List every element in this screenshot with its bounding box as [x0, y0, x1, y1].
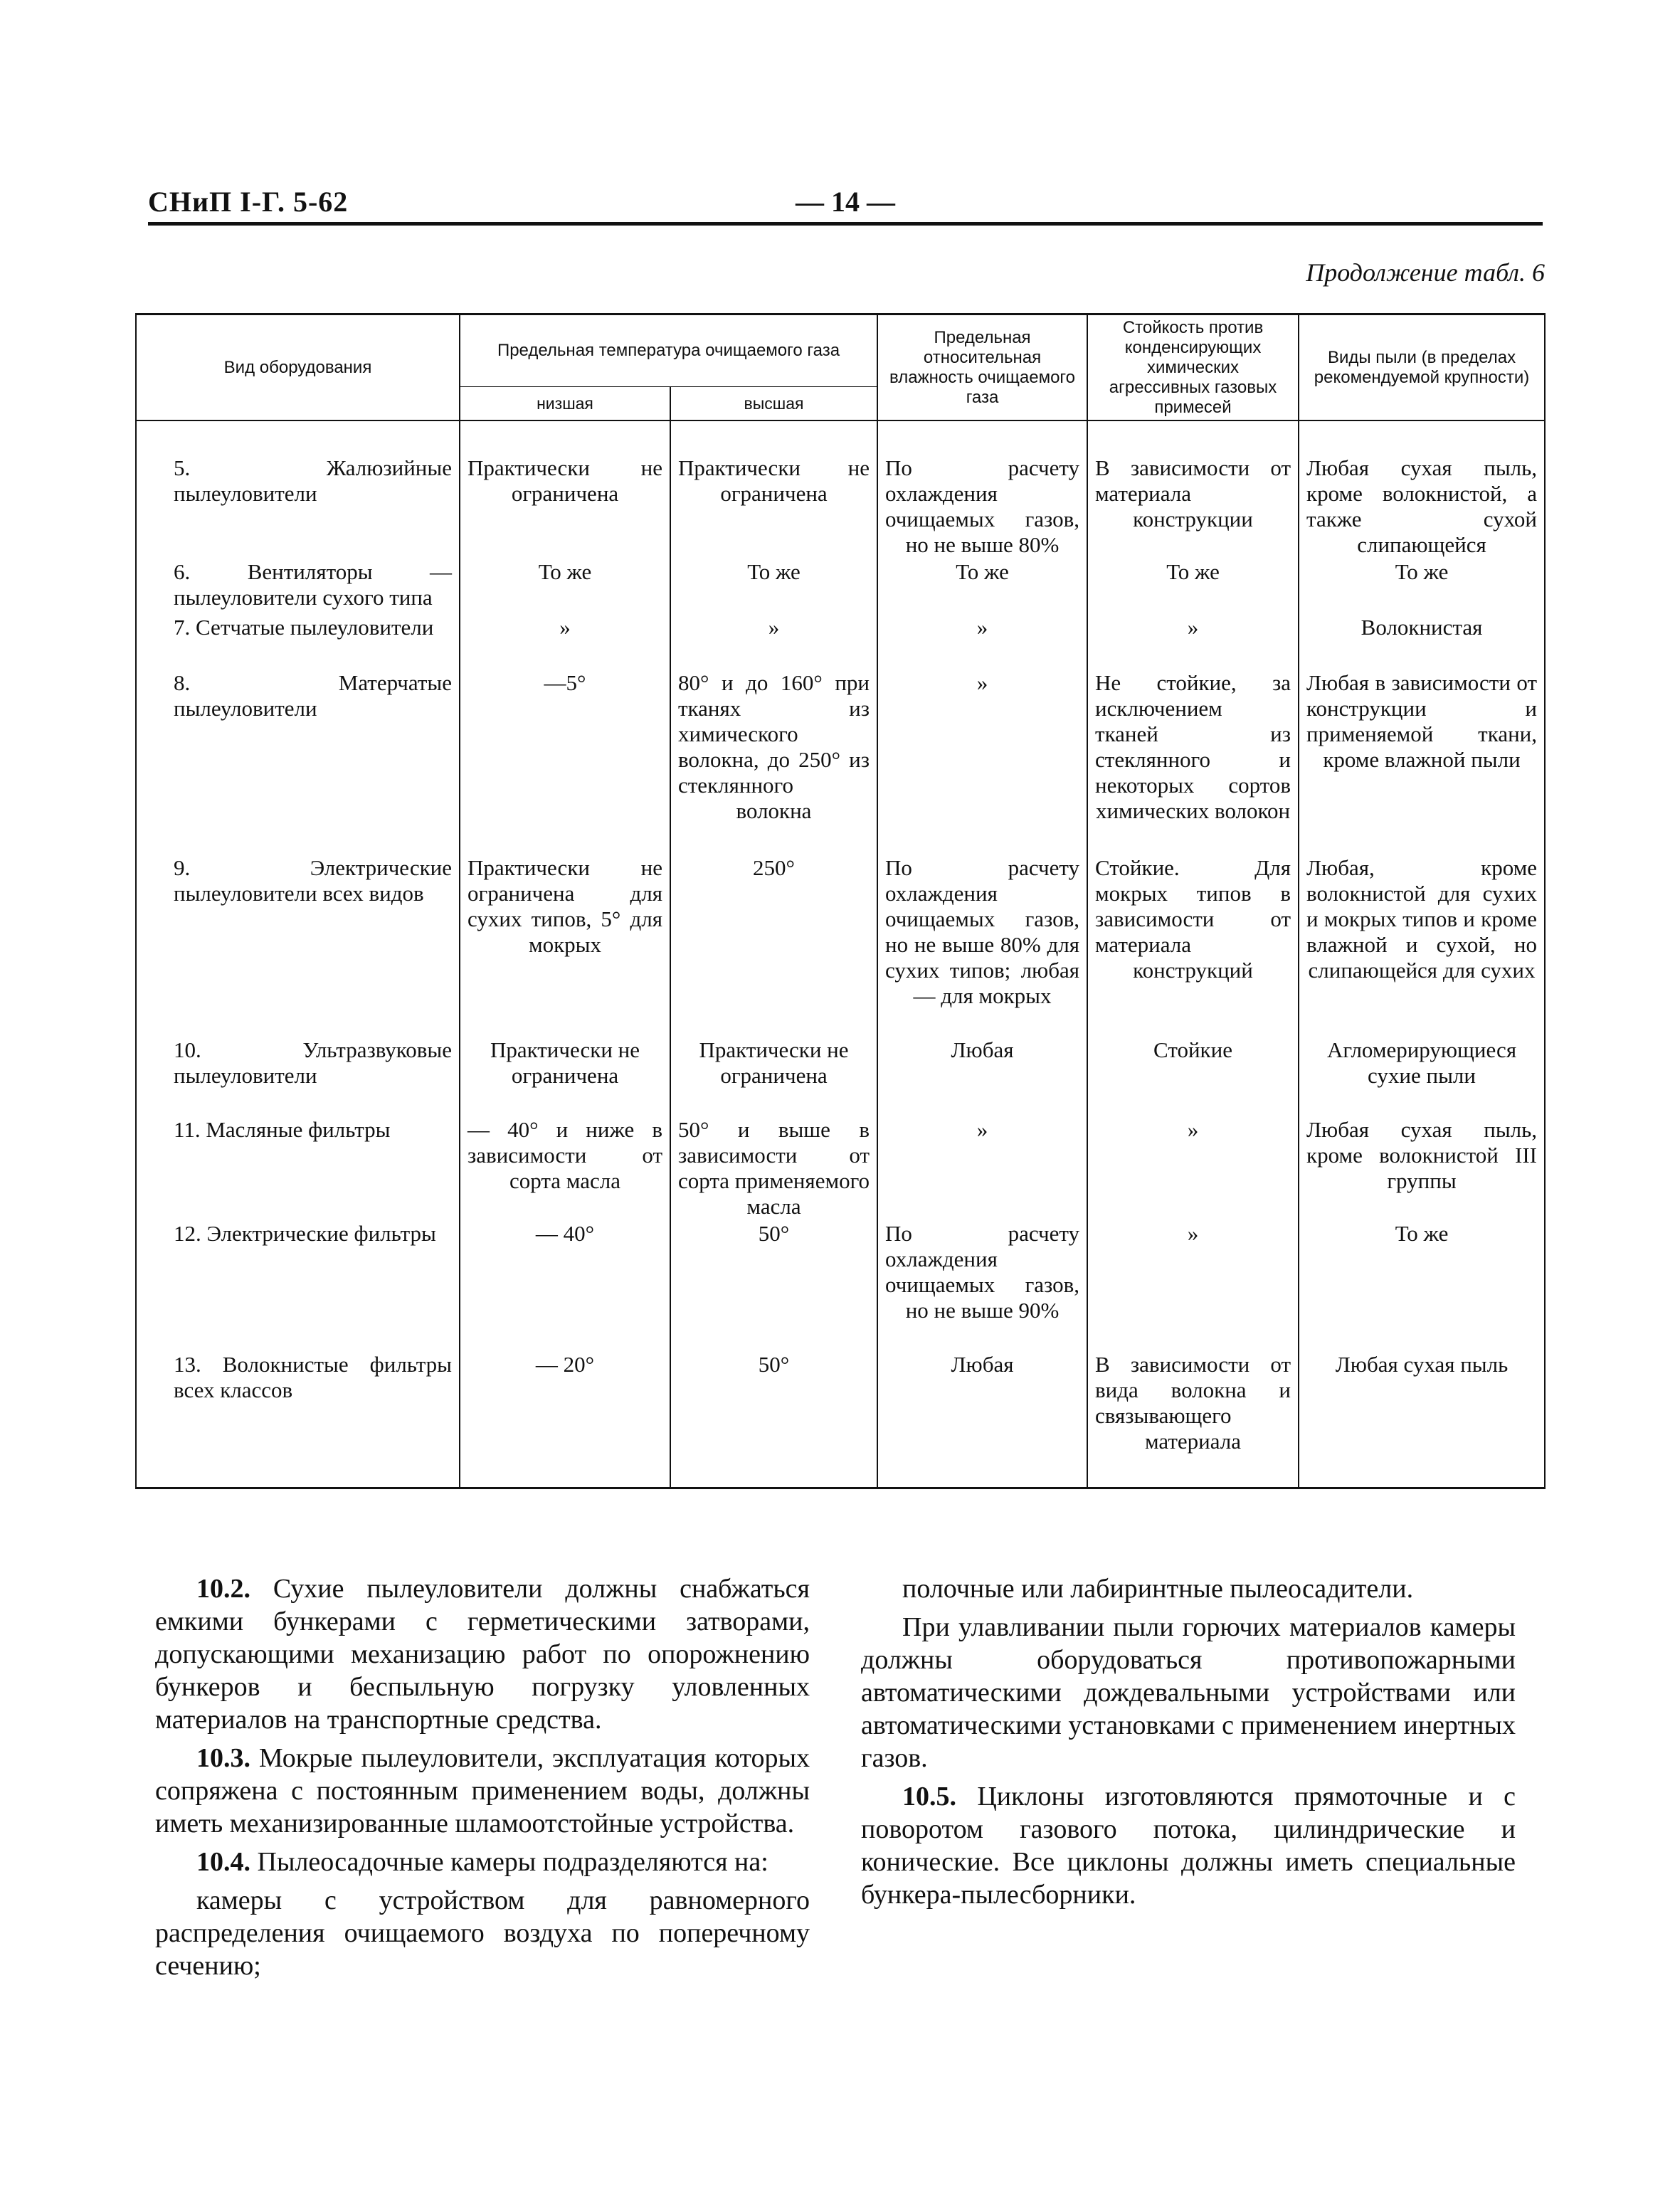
equipment-name: 12. Электрические фильтры [136, 1221, 460, 1352]
temp-high-cell: 50° [670, 1352, 877, 1488]
humidity-cell: Любая [877, 1352, 1087, 1488]
resistance-cell: В зависимости от материала конструкции [1087, 455, 1299, 559]
temp-low-cell: Практически не ограничена для сухих типов, 5° для мокрых [460, 855, 670, 1037]
paragraph-10-2 [155, 1572, 810, 1736]
header-rule [148, 222, 1543, 226]
temp-low-cell: — 40° и ниже в зависимости от сорта масла [460, 1117, 670, 1221]
resistance-cell: То же [1087, 559, 1299, 615]
temp-high-cell: Практически не ограничена [670, 455, 877, 559]
paragraph-10-4-b: полочные или лабиринтные пылеосадители. [902, 1574, 1414, 1604]
page-number: — 14 — [796, 186, 895, 218]
dust-cell: Волокнистая [1299, 615, 1545, 670]
page-header [148, 185, 1543, 228]
dust-cell: Агломерирующиеся сухие пыли [1299, 1037, 1545, 1117]
temp-low-cell: Практически не ограничена [460, 1037, 670, 1117]
equipment-name: 6. Вентиляторы — пылеуловители сухого типа [136, 559, 460, 615]
temp-high-cell: 80° и до 160° при тканях из химического волокна, до 250° из стеклянного волокна [670, 670, 877, 855]
humidity-cell: По расчету охлаждения очищаемых газов, но не выше 80% [877, 455, 1087, 559]
equipment-table [135, 313, 1546, 1489]
header-humidity: Предельная относительная влажность очищаемого газа [877, 314, 1087, 421]
section-number: 10.4. [196, 1847, 250, 1877]
dust-cell: То же [1299, 559, 1545, 615]
document-code: СНиП I-Г. 5-62 [148, 186, 349, 218]
paragraph-10-4 [155, 1846, 810, 1878]
dust-cell: Любая, кроме волокнистой для сухих и мокрых типов и кроме влажной и сухой, но слипающейся для сухих [1299, 855, 1545, 1037]
temp-low-cell: То же [460, 559, 670, 615]
resistance-cell: В зависимости от вида волокна и связывающего материала [1087, 1352, 1299, 1488]
dust-cell: Любая в зависимости от конструкции и применяемой ткани, кроме влажной пыли [1299, 670, 1545, 855]
table-row [136, 1221, 1545, 1352]
paragraph-10-5 [861, 1780, 1516, 1911]
temp-high-cell: 50° и выше в зависимости от сорта применяемого масла [670, 1117, 877, 1221]
resistance-cell: » [1087, 1221, 1299, 1352]
header-temp-low: низшая [460, 387, 670, 421]
temp-high-cell: Практически не ограничена [670, 1037, 877, 1117]
dust-cell: Любая сухая пыль, кроме волокнистой, а также сухой слипающейся [1299, 455, 1545, 559]
dust-cell: То же [1299, 1221, 1545, 1352]
text-column-left [155, 1572, 810, 1988]
equipment-name: 11. Масляные фильтры [136, 1117, 460, 1221]
table-row [136, 1117, 1545, 1221]
table-body [136, 455, 1545, 1488]
table-row [136, 559, 1545, 615]
temp-high-cell: То же [670, 559, 877, 615]
header-temperature: Предельная температура очищаемого газа [460, 314, 877, 387]
paragraph-text: Пылеосадочные камеры подразделяются на: [257, 1847, 768, 1877]
humidity-cell: То же [877, 559, 1087, 615]
table-row [136, 615, 1545, 670]
section-number: 10.2. [196, 1574, 250, 1604]
section-number: 10.5. [902, 1782, 956, 1811]
equipment-name: 10. Ультразвуковые пылеуловители [136, 1037, 460, 1117]
humidity-cell: Любая [877, 1037, 1087, 1117]
temp-high-cell: » [670, 615, 877, 670]
humidity-cell: По расчету охлаждения очищаемых газов, но не выше 80% для сухих типов; любая — для мокрых [877, 855, 1087, 1037]
text-column-right [861, 1572, 1516, 1917]
temp-high-cell: 50° [670, 1221, 877, 1352]
paragraph-10-4-a: камеры с устройством для равномерного распределения очищаемого воздуха по поперечному сечению; [155, 1885, 810, 1981]
humidity-cell: По расчету охлаждения очищаемых газов, но не выше 90% [877, 1221, 1087, 1352]
humidity-cell: » [877, 1117, 1087, 1221]
table-row [136, 670, 1545, 855]
humidity-cell: » [877, 670, 1087, 855]
table-row [136, 455, 1545, 559]
resistance-cell: » [1087, 1117, 1299, 1221]
table-caption: Продолжение табл. 6 [1306, 258, 1545, 287]
table-row [136, 1352, 1545, 1488]
paragraph-text: Сухие пылеуловители должны снабжаться емкими бункерами с герметическими затворами, допускающими механизацию работ по опорожнению бункеров и беспыльную погрузку уловленных материалов на транспортные средства. [155, 1574, 810, 1735]
dust-cell: Любая сухая пыль [1299, 1352, 1545, 1488]
temp-low-cell: — 20° [460, 1352, 670, 1488]
resistance-cell: » [1087, 615, 1299, 670]
equipment-name: 13. Волокнистые фильтры всех классов [136, 1352, 460, 1488]
paragraph-10-3 [155, 1742, 810, 1840]
equipment-name: 7. Сетчатые пылеуловители [136, 615, 460, 670]
temp-low-cell: —5° [460, 670, 670, 855]
header-equipment: Вид оборудования [136, 314, 460, 421]
section-number: 10.3. [196, 1743, 250, 1773]
dust-cell: Любая сухая пыль, кроме волокнистой III группы [1299, 1117, 1545, 1221]
resistance-cell: Стойкие. Для мокрых типов в зависимости от материала конструкций [1087, 855, 1299, 1037]
resistance-cell: Стойкие [1087, 1037, 1299, 1117]
temp-low-cell: » [460, 615, 670, 670]
header-resistance: Стойкость против конденсирующих химических агрессивных газовых примесей [1087, 314, 1299, 421]
temp-high-cell: 250° [670, 855, 877, 1037]
header-temp-high: высшая [670, 387, 877, 421]
resistance-cell: Не стойкие, за исключением тканей из стеклянного и некоторых сортов химических волокон [1087, 670, 1299, 855]
header-dust: Виды пыли (в пределах рекомендуемой крупности) [1299, 314, 1545, 421]
equipment-name: 5. Жалюзийные пылеуловители [136, 455, 460, 559]
temp-low-cell: — 40° [460, 1221, 670, 1352]
table-row [136, 1037, 1545, 1117]
paragraph-text: Мокрые пылеуловители, эксплуатация которых сопряжена с постоянным применением воды, должны иметь механизированные шламоотстойные устройства. [155, 1743, 810, 1839]
table-row [136, 855, 1545, 1037]
equipment-name: 8. Матерчатые пылеуловители [136, 670, 460, 855]
temp-low-cell: Практически не ограничена [460, 455, 670, 559]
paragraph-text: Циклоны изготовляются прямоточные и с поворотом газового потока, цилиндрические и конические. Все циклоны должны иметь специальные бункера-пылесборники. [861, 1782, 1516, 1910]
humidity-cell: » [877, 615, 1087, 670]
paragraph-10-4-c: При улавливании пыли горючих материалов камеры должны оборудоваться противопожарными автоматическими дождевальными устройствами или автоматическими установками с применением инертных газов. [861, 1612, 1516, 1773]
equipment-name: 9. Электрические пылеуловители всех видов [136, 855, 460, 1037]
